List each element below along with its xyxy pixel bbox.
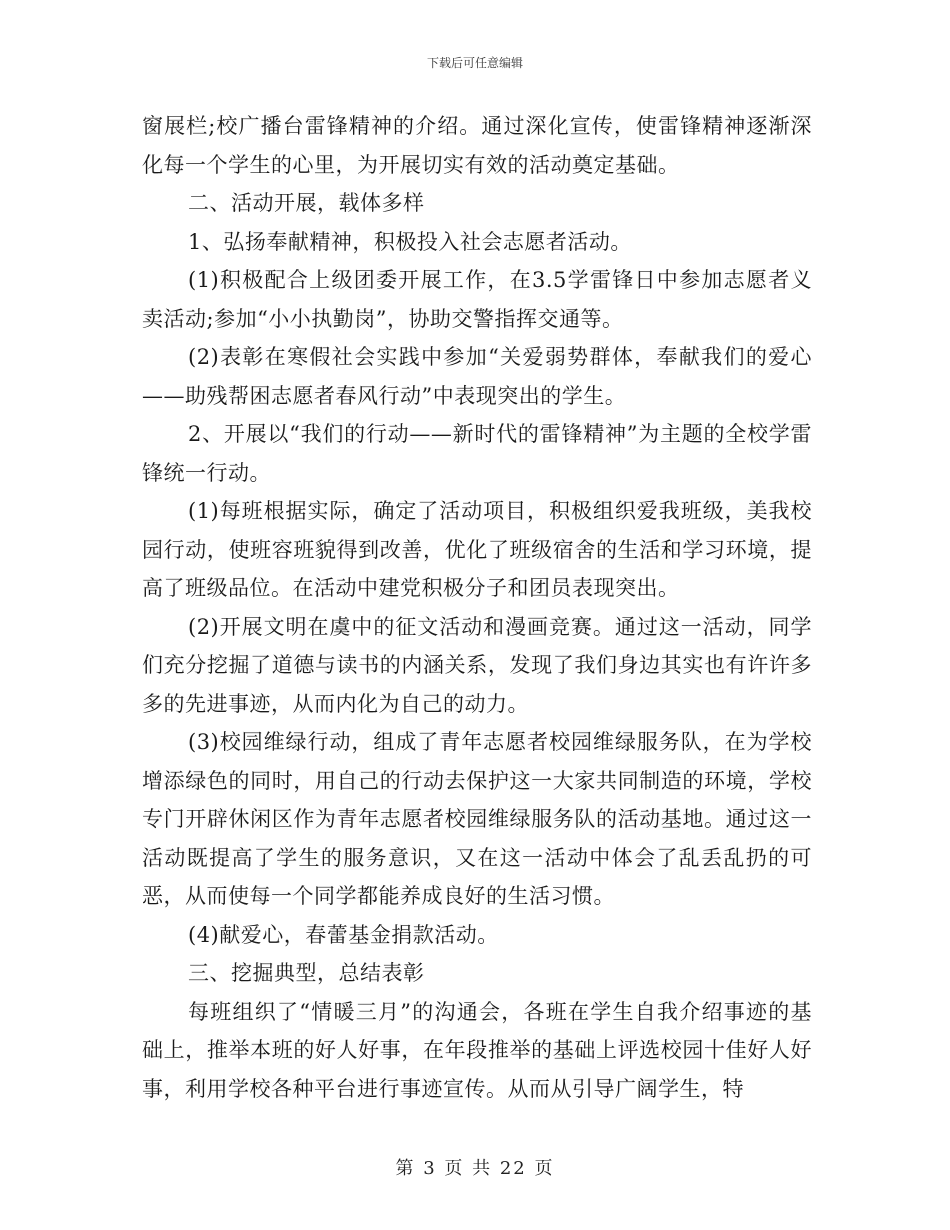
subsection-heading-1: 1、弘扬奉献精神，积极投入社会志愿者活动。 [188,229,632,254]
list-item-1-2: (2)表彰在寒假社会实践中参加“关爱弱势群体，奉献我们的爱心——助残帮困志愿者春风行动”中表现突出的学生。 [142,345,812,408]
list-item-2-1: (1)每班根据实际，确定了活动项目，积极组织爱我班级，美我校园行动，使班容班貌得到改善，优化了班级宿舍的生活和学习环境，提高了班级品位。在活动中建党积极分子和团员表现突出。 [142,499,812,600]
list-item-2-4: (4)献爱心，春蕾基金捐款活动。 [188,922,499,947]
list-item-2-3: (3)校园维绿行动，组成了青年志愿者校园维绿服务队，在为学校增添绿色的同时，用自己的行动去保护这一大家共同制造的环境，学校专门开辟休闲区作为青年志愿者校园维绿服务队的活动基地。通过这一活动既提高了学生的服务意识，又在这一活动中体会了乱丢乱扔的可恶，从而使每一个同学都能养成良好的生活习惯。 [142,730,812,908]
document-body [142,107,812,1108]
section-heading-2: 二、活动开展，载体多样 [188,191,425,215]
list-item-2-2: (2)开展文明在虞中的征文活动和漫画竞赛。通过这一活动，同学们充分挖掘了道德与读书的内涵关系，发现了我们身边其实也有许许多多的先进事迹，从而内化为自己的动力。 [142,614,812,716]
list-item-1-1: (1)积极配合上级团委开展工作，在3.5学雷锋日中参加志愿者义卖活动;参加“小小执勤岗”，协助交警指挥交通等。 [142,268,812,331]
section-heading-3: 三、挖掘典型，总结表彰 [188,961,425,985]
paragraph-1: 窗展栏;校广播台雷锋精神的介绍。通过深化宣传，使雷锋精神逐渐深化每一个学生的心里，为开展切实有效的活动奠定基础。 [142,114,812,177]
page-header-note: 下载后可任意编辑 [426,56,523,70]
page-number: 第 3 页 共 22 页 [395,1158,555,1179]
subsection-heading-2: 2、开展以“我们的行动——新时代的雷锋精神”为主题的全校学雷锋统一行动。 [142,422,812,485]
paragraph-final: 每班组织了“情暖三月”的沟通会，各班在学生自我介绍事迹的基础上，推举本班的好人好事，在年段推举的基础上评选校园十佳好人好事，利用学校各种平台进行事迹宣传。从而从引导广阔学生，特 [142,999,812,1101]
